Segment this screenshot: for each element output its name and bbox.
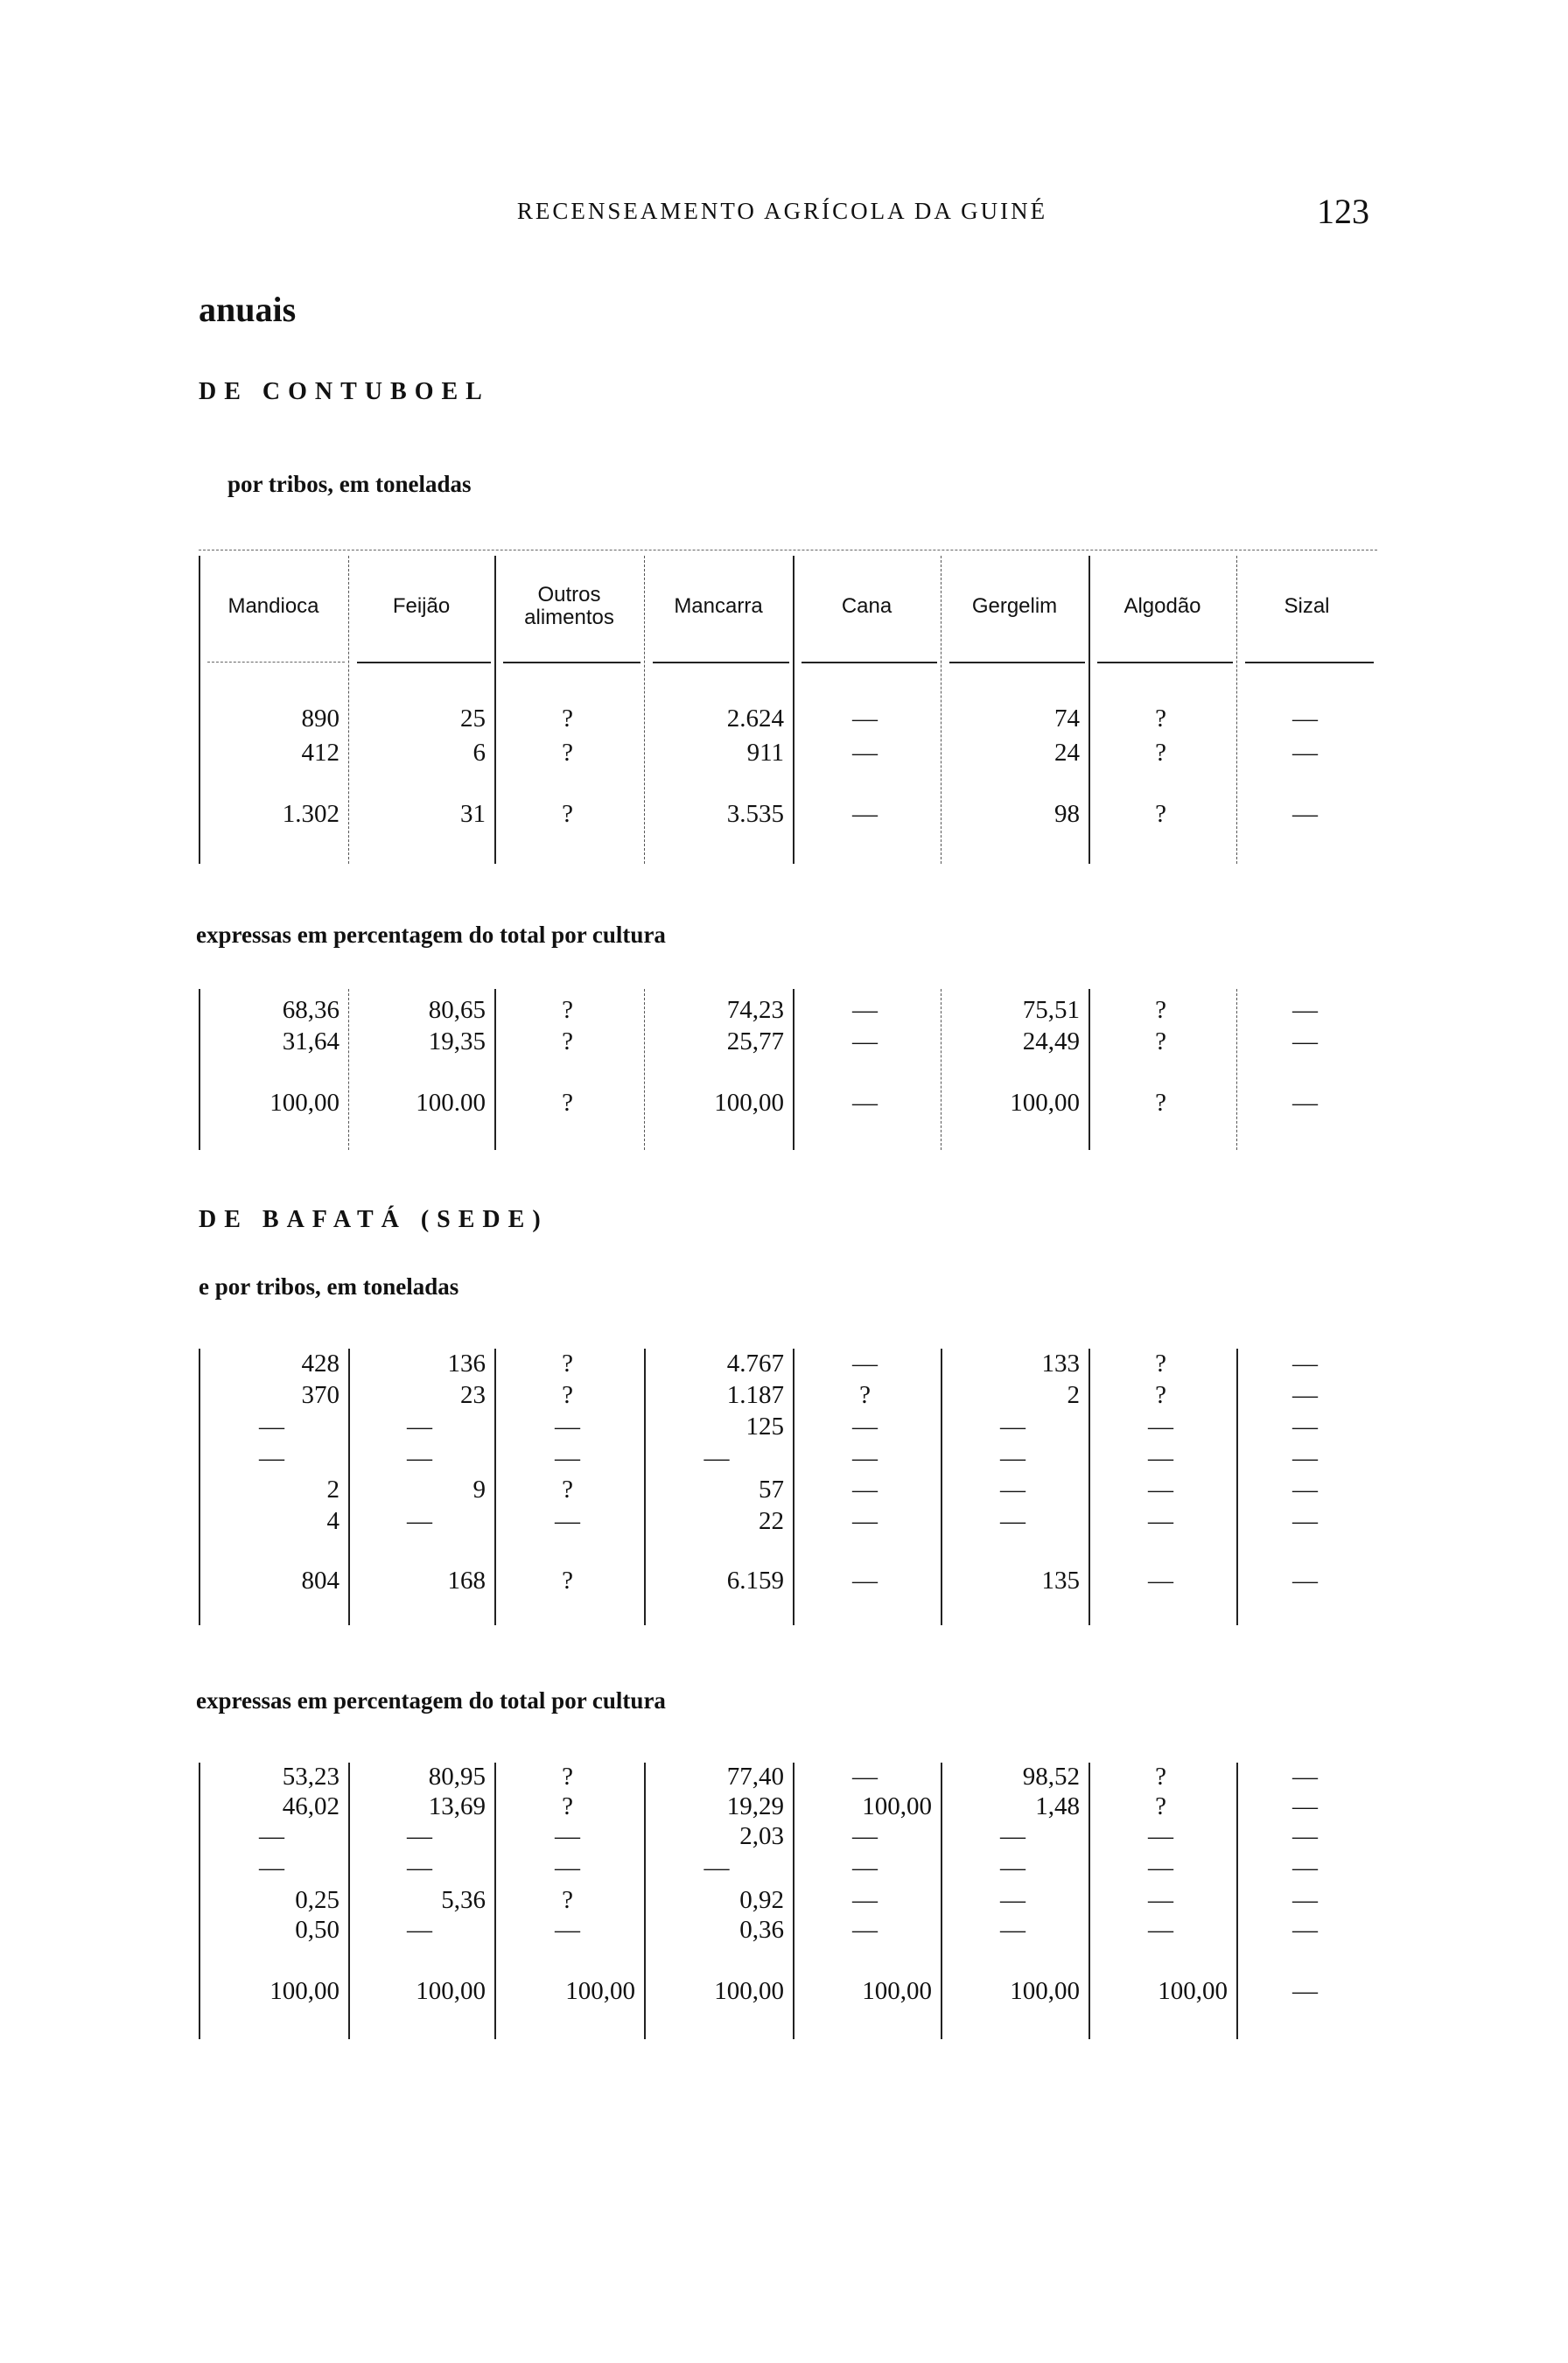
table-cell: ? xyxy=(1155,1381,1166,1409)
table-cell: — xyxy=(1148,1444,1173,1472)
table-cell: — xyxy=(852,1507,878,1535)
column-rule xyxy=(199,1763,200,2039)
table-cell: — xyxy=(1292,1567,1318,1595)
table-cell: ? xyxy=(562,996,573,1024)
table-cell: 100,00 xyxy=(416,1977,486,2005)
table-cell: — xyxy=(407,1507,432,1535)
table-cell: 31,64 xyxy=(282,1027,340,1055)
running-title-text: RECENSEAMENTO AGRÍCOLA DA GUINÉ xyxy=(516,198,1048,224)
column-header: Mandioca xyxy=(228,593,319,618)
table-cell: ? xyxy=(1155,800,1166,828)
column-rule xyxy=(199,556,200,864)
contuboel-tons-caption: por tribos, em toneladas xyxy=(228,471,472,497)
table-cell: 100.00 xyxy=(416,1089,486,1117)
table-cell: ? xyxy=(562,1476,573,1504)
table-cell: ? xyxy=(1155,996,1166,1024)
column-rule xyxy=(793,556,794,864)
table-cell: 6 xyxy=(472,739,486,767)
table-cell: — xyxy=(704,1854,730,1882)
table-cell: 25,77 xyxy=(726,1027,784,1055)
table-cell: — xyxy=(1292,1822,1318,1850)
table-cell: 57 xyxy=(759,1476,784,1504)
header-underline xyxy=(357,662,491,663)
table-cell: — xyxy=(852,1027,878,1055)
table-cell: — xyxy=(1292,1507,1318,1535)
table-cell: — xyxy=(1000,1444,1026,1472)
table-cell: — xyxy=(1148,1413,1173,1441)
table-cell: — xyxy=(852,1854,878,1882)
table-cell: 100,00 xyxy=(1010,1089,1080,1117)
table-cell: 25 xyxy=(460,705,486,733)
table-cell: 1.187 xyxy=(726,1381,784,1409)
column-rule xyxy=(494,989,496,1150)
column-rule xyxy=(348,556,349,864)
table-cell: 133 xyxy=(1041,1350,1080,1378)
table-cell: 100,00 xyxy=(714,1089,784,1117)
table-cell: ? xyxy=(1155,739,1166,767)
table-cell: 68,36 xyxy=(282,996,340,1024)
table-cell: 9 xyxy=(472,1476,486,1504)
table-cell: — xyxy=(555,1916,580,1944)
table-cell: — xyxy=(1148,1567,1173,1595)
column-rule xyxy=(941,1763,942,2039)
table-cell: 24,49 xyxy=(1022,1027,1080,1055)
table-cell: — xyxy=(852,1476,878,1504)
table-cell: 100,00 xyxy=(1158,1977,1228,2005)
table-cell: — xyxy=(1148,1854,1173,1882)
table-cell: 125 xyxy=(746,1413,784,1441)
table-cell: 6.159 xyxy=(726,1567,784,1595)
table-cell: — xyxy=(852,800,878,828)
table-cell: 4.767 xyxy=(726,1350,784,1378)
table-cell: — xyxy=(407,1444,432,1472)
column-rule xyxy=(644,1349,646,1625)
table-cell: — xyxy=(1292,1916,1318,1944)
table-cell: — xyxy=(1148,1476,1173,1504)
table-cell: — xyxy=(1292,1381,1318,1409)
table-cell: ? xyxy=(562,1381,573,1409)
column-header: Sizal xyxy=(1284,593,1330,618)
column-rule xyxy=(1088,989,1090,1150)
table-cell: — xyxy=(1292,739,1318,767)
table-cell: 168 xyxy=(447,1567,486,1595)
table-cell: ? xyxy=(1155,705,1166,733)
table-cell: ? xyxy=(562,1089,573,1117)
column-rule xyxy=(348,989,349,1150)
table-cell: 100,00 xyxy=(270,1089,340,1117)
table-cell: ? xyxy=(562,1792,573,1820)
contuboel-pct-caption: expressas em percentagem do total por cultura xyxy=(196,922,666,948)
bafata-tons-caption: e por tribos, em toneladas xyxy=(199,1273,459,1300)
column-rule xyxy=(494,1763,496,2039)
column-header: Mancarra xyxy=(674,593,763,618)
table-cell: — xyxy=(1000,1886,1026,1914)
table-cell: — xyxy=(407,1413,432,1441)
table-cell: 1,48 xyxy=(1035,1792,1080,1820)
column-header: Cana xyxy=(841,593,892,618)
table-cell: 74,23 xyxy=(726,996,784,1024)
table-cell: ? xyxy=(1155,1089,1166,1117)
bafata-pct-caption: expressas em percentagem do total por cultura xyxy=(196,1687,666,1714)
table-cell: — xyxy=(1000,1916,1026,1944)
table-cell: — xyxy=(1000,1507,1026,1535)
table-cell: — xyxy=(1292,1854,1318,1882)
table-cell: — xyxy=(852,739,878,767)
column-rule xyxy=(1236,1349,1238,1625)
column-rule xyxy=(941,556,942,864)
table-cell: 98,52 xyxy=(1022,1763,1080,1791)
column-header: Feijão xyxy=(392,593,451,618)
table-cell: — xyxy=(555,1822,580,1850)
table-cell: 75,51 xyxy=(1022,996,1080,1024)
table-cell: — xyxy=(852,1822,878,1850)
table-cell: — xyxy=(1000,1476,1026,1504)
table-cell: ? xyxy=(1155,1763,1166,1791)
table-cell: 412 xyxy=(301,739,340,767)
table-cell: — xyxy=(1292,1792,1318,1820)
table-cell: — xyxy=(259,1822,284,1850)
table-cell: — xyxy=(1292,1089,1318,1117)
table-cell: — xyxy=(704,1444,730,1472)
column-rule xyxy=(1236,556,1237,864)
column-rule xyxy=(1088,1349,1090,1625)
contuboel-title: DE CONTUBOEL xyxy=(199,378,490,405)
bafata-title: DE BAFATÁ (SEDE) xyxy=(199,1206,549,1233)
column-rule xyxy=(348,1763,350,2039)
table-cell: ? xyxy=(1155,1027,1166,1055)
table-cell: — xyxy=(852,1763,878,1791)
column-rule xyxy=(941,1349,942,1625)
column-rule xyxy=(1236,1763,1238,2039)
table-cell: — xyxy=(407,1822,432,1850)
column-header: Algodão xyxy=(1124,593,1201,618)
header-underline xyxy=(653,662,789,663)
table-cell: ? xyxy=(562,800,573,828)
table-cell: — xyxy=(1292,705,1318,733)
table-cell: 77,40 xyxy=(726,1763,784,1791)
table-cell: 0,25 xyxy=(295,1886,340,1914)
table-cell: ? xyxy=(859,1381,871,1409)
column-header: Gergelim xyxy=(971,593,1058,618)
table-cell: — xyxy=(852,1350,878,1378)
table-cell: — xyxy=(407,1916,432,1944)
table-cell: 100,00 xyxy=(1010,1977,1080,2005)
table-cell: — xyxy=(1292,1444,1318,1472)
table-cell: — xyxy=(1292,1977,1318,2005)
table-cell: ? xyxy=(562,739,573,767)
table-cell: — xyxy=(1292,1027,1318,1055)
table-cell: ? xyxy=(562,705,573,733)
table-cell: 1.302 xyxy=(282,800,340,828)
table-cell: 46,02 xyxy=(282,1792,340,1820)
table-cell: — xyxy=(1292,996,1318,1024)
header-underline xyxy=(503,662,640,663)
table-cell: — xyxy=(555,1854,580,1882)
table-cell: 100,00 xyxy=(862,1977,932,2005)
table-cell: 100,00 xyxy=(714,1977,784,2005)
table-cell: ? xyxy=(562,1763,573,1791)
column-rule xyxy=(644,1763,646,2039)
table-cell: 2.624 xyxy=(726,705,784,733)
table-cell: 98 xyxy=(1054,800,1080,828)
table-cell: ? xyxy=(562,1567,573,1595)
table-cell: 100,00 xyxy=(270,1977,340,2005)
column-rule xyxy=(199,989,200,1150)
table-cell: — xyxy=(555,1507,580,1535)
table-cell: 24 xyxy=(1054,739,1080,767)
column-header: Outros alimentos xyxy=(524,582,614,629)
table-cell: — xyxy=(852,705,878,733)
header-underline xyxy=(1097,662,1233,663)
column-rule xyxy=(1088,1763,1090,2039)
table-cell: — xyxy=(1148,1886,1173,1914)
table-cell: — xyxy=(1000,1822,1026,1850)
table-cell: 53,23 xyxy=(282,1763,340,1791)
table-cell: 100,00 xyxy=(565,1977,635,2005)
table-cell: ? xyxy=(562,1027,573,1055)
table-cell: — xyxy=(259,1413,284,1441)
table-cell: 5,36 xyxy=(441,1886,486,1914)
table-cell: 2,03 xyxy=(739,1822,784,1850)
header-underline xyxy=(802,662,937,663)
column-rule xyxy=(1088,556,1090,864)
table-cell: 135 xyxy=(1041,1567,1080,1595)
table-cell: — xyxy=(852,996,878,1024)
table-cell: 911 xyxy=(746,739,784,767)
table-cell: 31 xyxy=(460,800,486,828)
table-cell: — xyxy=(1148,1822,1173,1850)
table-cell: 80,65 xyxy=(428,996,486,1024)
table-cell: — xyxy=(1148,1507,1173,1535)
table-cell: 19,35 xyxy=(428,1027,486,1055)
table-cell: — xyxy=(852,1886,878,1914)
column-rule xyxy=(793,989,794,1150)
table-cell: 428 xyxy=(301,1350,340,1378)
table-cell: — xyxy=(555,1413,580,1441)
table-cell: — xyxy=(1292,1763,1318,1791)
table-cell: 804 xyxy=(301,1567,340,1595)
table-cell: — xyxy=(852,1567,878,1595)
table-cell: — xyxy=(1292,1413,1318,1441)
column-rule xyxy=(348,1349,350,1625)
column-rule xyxy=(644,989,645,1150)
table-cell: ? xyxy=(562,1350,573,1378)
header-underline xyxy=(207,662,345,663)
table-cell: — xyxy=(1292,800,1318,828)
column-rule xyxy=(199,1349,200,1625)
table-cell: 13,69 xyxy=(428,1792,486,1820)
table-cell: ? xyxy=(1155,1792,1166,1820)
table-cell: 4 xyxy=(326,1507,340,1535)
header-underline xyxy=(1245,662,1374,663)
table-cell: ? xyxy=(562,1886,573,1914)
column-rule xyxy=(793,1349,794,1625)
table-cell: — xyxy=(1292,1886,1318,1914)
table-cell: 0,36 xyxy=(739,1916,784,1944)
table-cell: — xyxy=(1292,1350,1318,1378)
table-cell: ? xyxy=(1155,1350,1166,1378)
table-cell: 74 xyxy=(1054,705,1080,733)
table-cell: 136 xyxy=(447,1350,486,1378)
table-cell: 80,95 xyxy=(428,1763,486,1791)
column-rule xyxy=(494,1349,496,1625)
column-rule xyxy=(941,989,942,1150)
table-cell: 2 xyxy=(326,1476,340,1504)
table-cell: 2 xyxy=(1067,1381,1080,1409)
table-cell: 890 xyxy=(301,705,340,733)
table-cell: 22 xyxy=(759,1507,784,1535)
table-cell: 19,29 xyxy=(726,1792,784,1820)
header-underline xyxy=(949,662,1085,663)
section-heading: anuais xyxy=(199,290,297,329)
page-number: 123 xyxy=(1317,192,1369,231)
table-cell: — xyxy=(407,1854,432,1882)
table-cell: — xyxy=(259,1444,284,1472)
table-cell: 370 xyxy=(301,1381,340,1409)
table-cell: 100,00 xyxy=(862,1792,932,1820)
table-cell: — xyxy=(1000,1413,1026,1441)
table-cell: 3.535 xyxy=(726,800,784,828)
table-cell: — xyxy=(259,1854,284,1882)
table-cell: — xyxy=(1292,1476,1318,1504)
table-cell: — xyxy=(852,1413,878,1441)
column-rule xyxy=(793,1763,794,2039)
table-cell: — xyxy=(852,1444,878,1472)
table-cell: — xyxy=(1000,1854,1026,1882)
table-cell: 0,50 xyxy=(295,1916,340,1944)
column-rule xyxy=(494,556,496,864)
table-cell: — xyxy=(852,1089,878,1117)
column-rule xyxy=(644,556,645,864)
table-cell: 23 xyxy=(460,1381,486,1409)
table-cell: 0,92 xyxy=(739,1886,784,1914)
table-cell: — xyxy=(555,1444,580,1472)
table-cell: — xyxy=(1148,1916,1173,1944)
table-cell: — xyxy=(852,1916,878,1944)
column-rule xyxy=(1236,989,1237,1150)
